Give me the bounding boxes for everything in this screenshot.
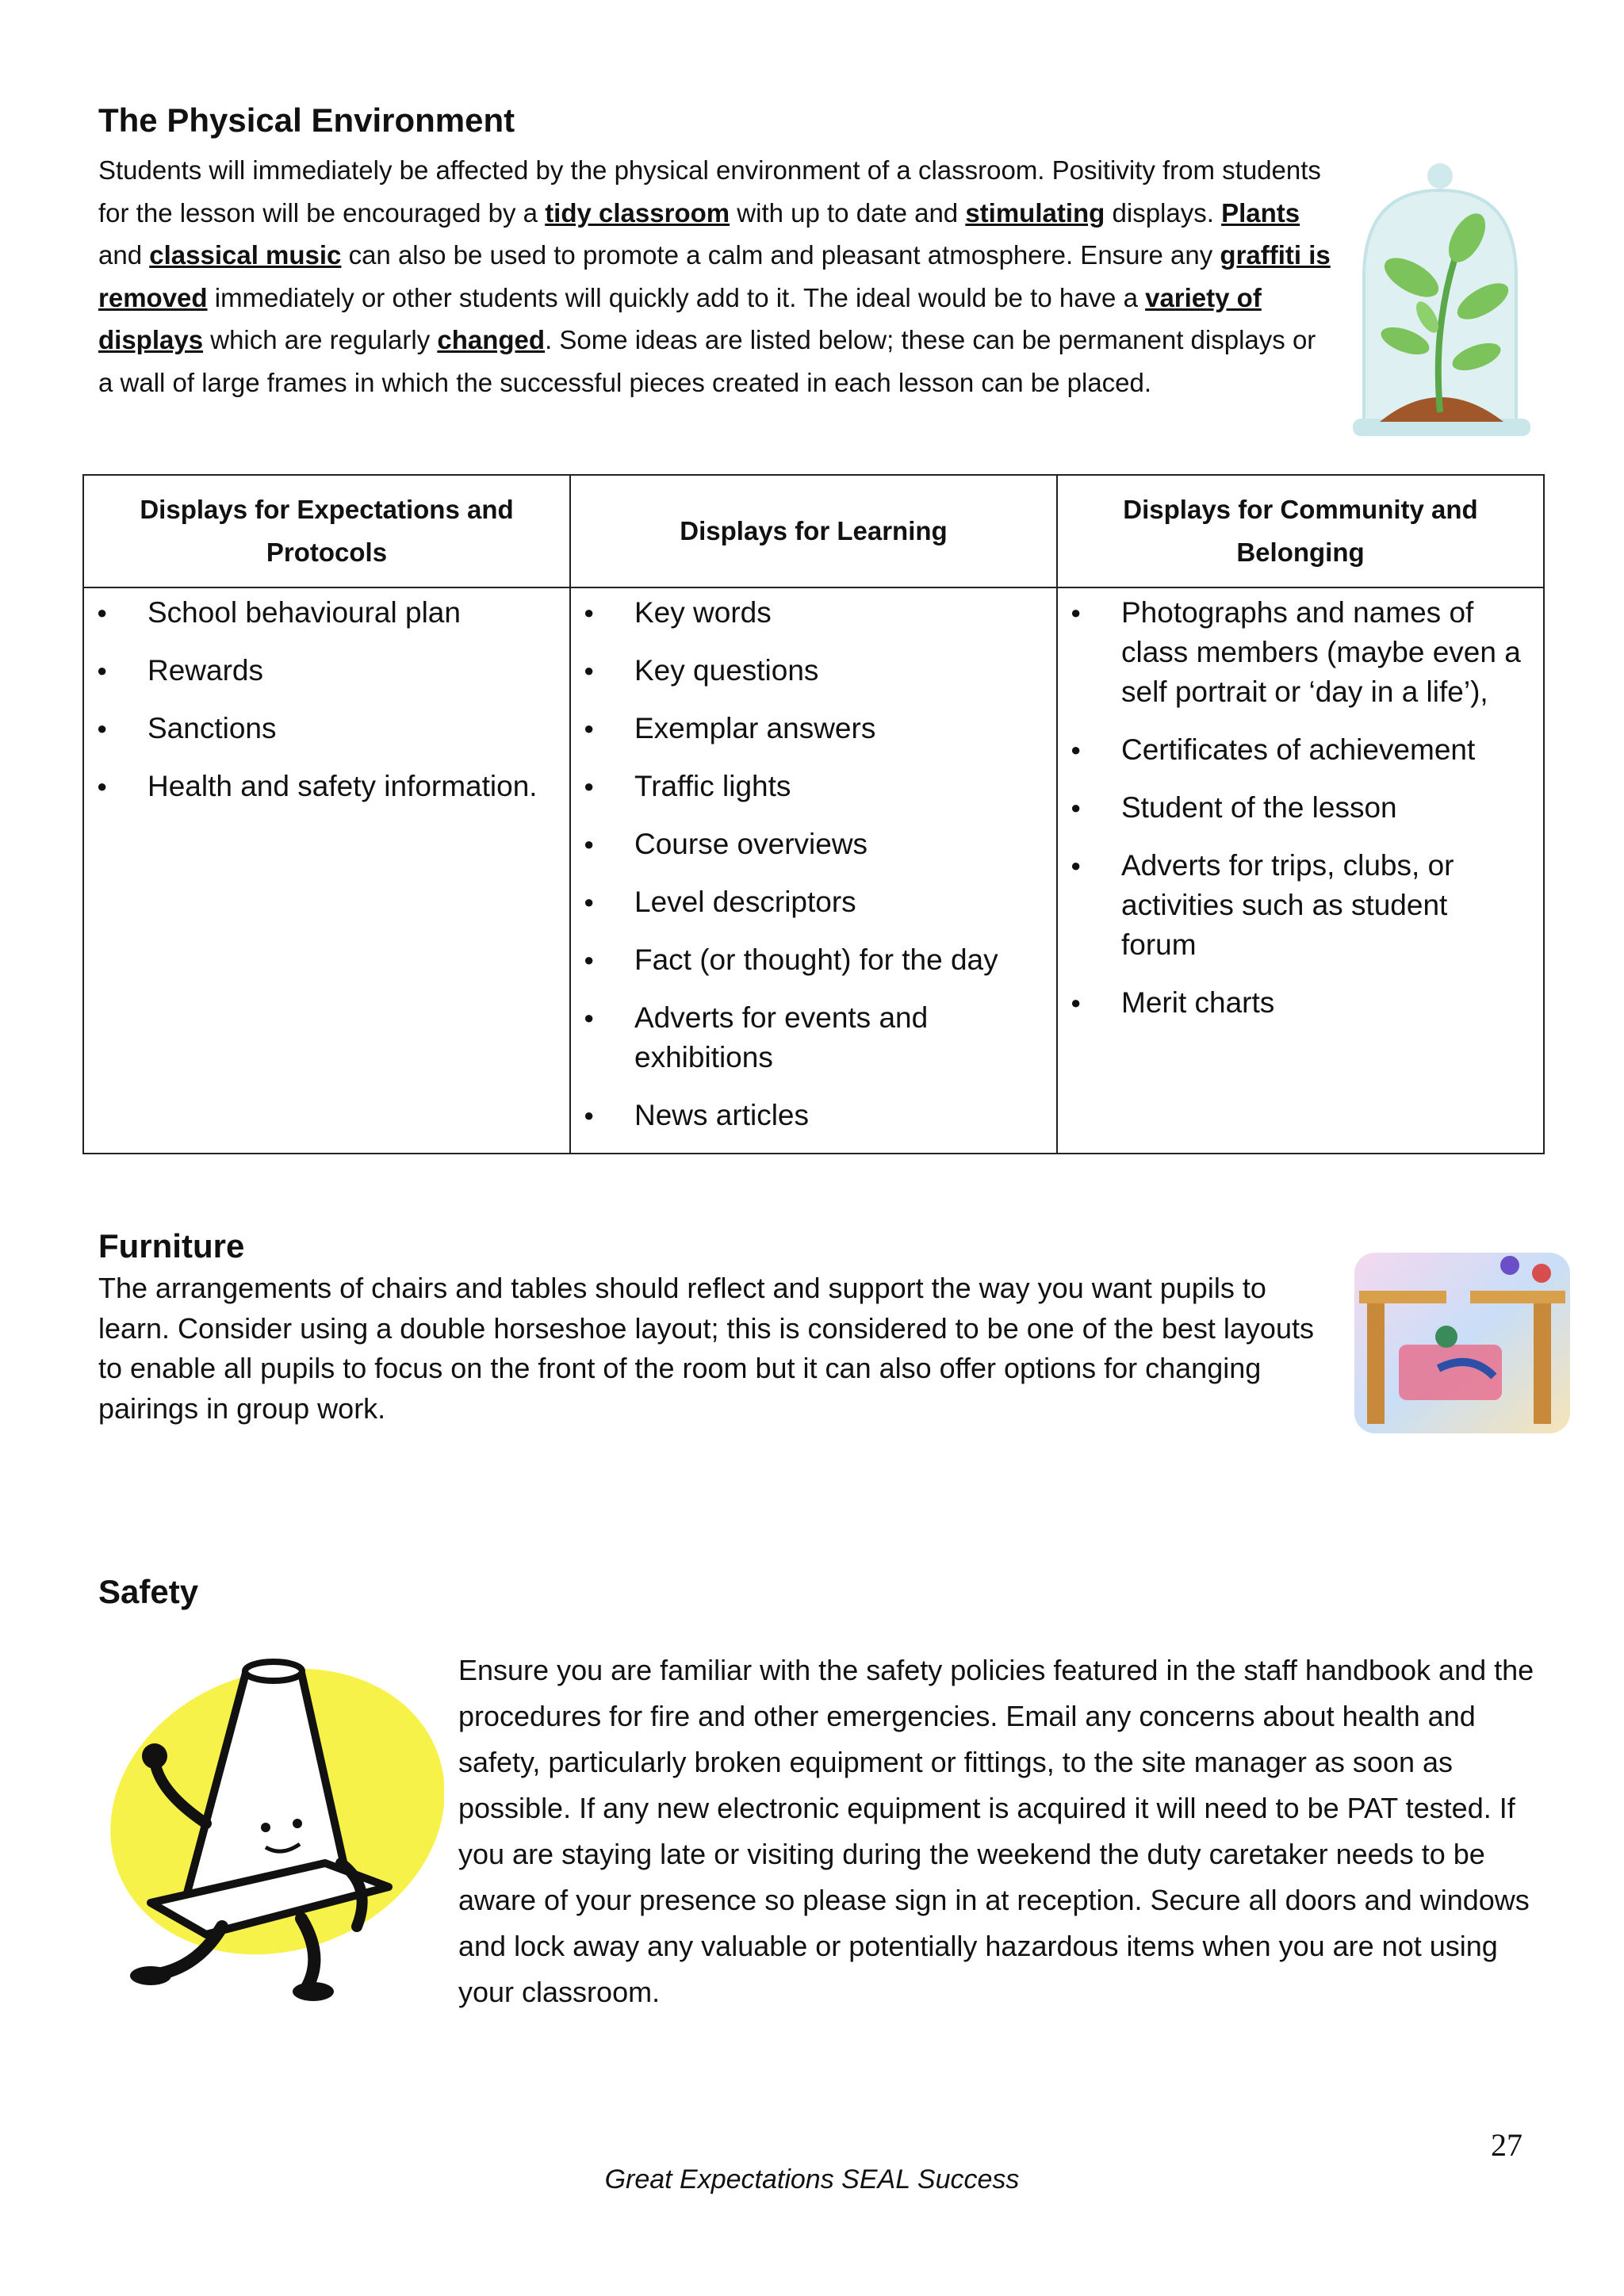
table-leg	[1367, 1297, 1385, 1424]
list-item: ● Exemplar answers	[571, 709, 1056, 748]
safety-paragraph: Ensure you are familiar with the safety policies featured in the staff handbook and the procedures for fire and other emergencies. Email any concerns about health and safety, particularly broken equipment or fittings, to the site manager as soon as possible. If any new electronic equipment is acquired it will need to be PAT tested. If you are staying late or visiting during the weekend the duty caretaker needs to be aware of your presence so please sign in at reception. Secure all doors and windows and lock away any valuable or potentially hazardous items when you are not using your classroom.	[458, 1654, 1534, 2008]
figure-icon	[1500, 1256, 1519, 1275]
list-item: ● Fact (or thought) for the day	[571, 940, 1056, 980]
keyword-variety-of-displays: variety of displays	[98, 282, 1262, 354]
cone-foot	[293, 1982, 334, 2001]
list-item: ● News articles	[571, 1096, 1056, 1135]
community-list	[1058, 588, 1543, 1023]
text-run: and	[98, 240, 150, 270]
keyword-stimulating: stimulating	[965, 197, 1105, 228]
cone-hand	[142, 1743, 167, 1769]
footer-text: Great Expectations SEAL Success	[604, 2164, 1020, 2195]
table-body-row	[83, 587, 1544, 1154]
learning-cell	[570, 587, 1057, 1154]
list-item: ● Photographs and names of class members (maybe even a self portrait or ‘day in a life’),	[1058, 593, 1543, 712]
keyword-changed: changed	[437, 325, 546, 354]
figure-icon	[1532, 1264, 1551, 1283]
table-top	[1359, 1291, 1446, 1303]
learning-list	[571, 588, 1056, 1135]
keyword-tidy-classroom: tidy classroom	[545, 197, 730, 228]
cone-eye	[293, 1819, 302, 1828]
header-expectations: Displays for Expectations and Protocols	[83, 475, 570, 587]
keyword-graffiti-removed: graffiti is removed	[98, 240, 1331, 312]
list-item: ● Certificates of achievement	[1058, 730, 1543, 770]
table-header-row	[83, 475, 1544, 587]
physical-environment-heading: The Physical Environment	[98, 101, 515, 139]
list-item: ● Health and safety information.	[84, 767, 569, 806]
keyword-plants: Plants	[1221, 197, 1300, 228]
cone-leg	[301, 1919, 314, 1990]
dome-knob	[1427, 163, 1453, 189]
list-item: ● Traffic lights	[571, 767, 1056, 806]
header-learning: Displays for Learning	[570, 475, 1057, 587]
furniture-illustration	[1351, 1249, 1573, 1437]
cone-top	[245, 1662, 302, 1681]
text-run: with up to date and	[730, 197, 966, 228]
page-number: 27	[1491, 2127, 1522, 2163]
table-leg	[1534, 1297, 1551, 1424]
list-item: ● Adverts for events and exhibitions	[571, 998, 1056, 1077]
text-run: Students will immediately be affected by the physical environment of a classroom. Positivity from students for the lesson will be encouraged by a	[98, 155, 1321, 228]
safety-heading: Safety	[98, 1573, 199, 1610]
safety-cone-illustration	[87, 1649, 444, 2006]
plant-dome-illustration	[1348, 159, 1538, 444]
figure-icon	[1435, 1326, 1457, 1348]
expectations-list	[84, 588, 569, 806]
keyword-classical-music: classical music	[149, 240, 342, 270]
list-item: ● Merit charts	[1058, 983, 1543, 1023]
text-run: which are regularly	[203, 325, 438, 354]
text-run: . Some ideas are listed below; these can be permanent displays or a wall of large frames in which the successful pieces created in each lesson can be placed.	[98, 325, 1316, 397]
expectations-cell	[83, 587, 570, 1154]
list-item: ● Level descriptors	[571, 882, 1056, 922]
list-item: ● Key questions	[571, 651, 1056, 691]
list-item: ● Sanctions	[84, 709, 569, 748]
furniture-paragraph: The arrangements of chairs and tables should reflect and support the way you want pupils to learn. Consider using a double horseshoe layout; this is considered to be one of the best layouts to enable all pupils to focus on the front of the room but it can also offer options for changing pairings in group work.	[98, 1272, 1314, 1425]
text-run: can also be used to promote a calm and pleasant atmosphere. Ensure any	[341, 240, 1220, 270]
list-item: ● Rewards	[84, 651, 569, 691]
header-community: Displays for Community and Belonging	[1057, 475, 1544, 587]
furniture-heading: Furniture	[98, 1227, 245, 1265]
text-run: displays.	[1105, 197, 1222, 228]
list-item: ● School behavioural plan	[84, 593, 569, 633]
displays-table	[82, 474, 1545, 1154]
cone-foot	[130, 1966, 171, 1985]
community-cell	[1057, 587, 1544, 1154]
list-item: ● Course overviews	[571, 825, 1056, 864]
table-top	[1470, 1291, 1565, 1303]
cone-eye	[261, 1823, 270, 1832]
physical-environment-paragraph	[98, 149, 1335, 404]
list-item: ● Student of the lesson	[1058, 788, 1543, 828]
text-run: immediately or other students will quickly add to it. The ideal would be to have a	[207, 282, 1146, 312]
list-item: ● Key words	[571, 593, 1056, 633]
list-item: ● Adverts for trips, clubs, or activities such as student forum	[1058, 846, 1543, 965]
